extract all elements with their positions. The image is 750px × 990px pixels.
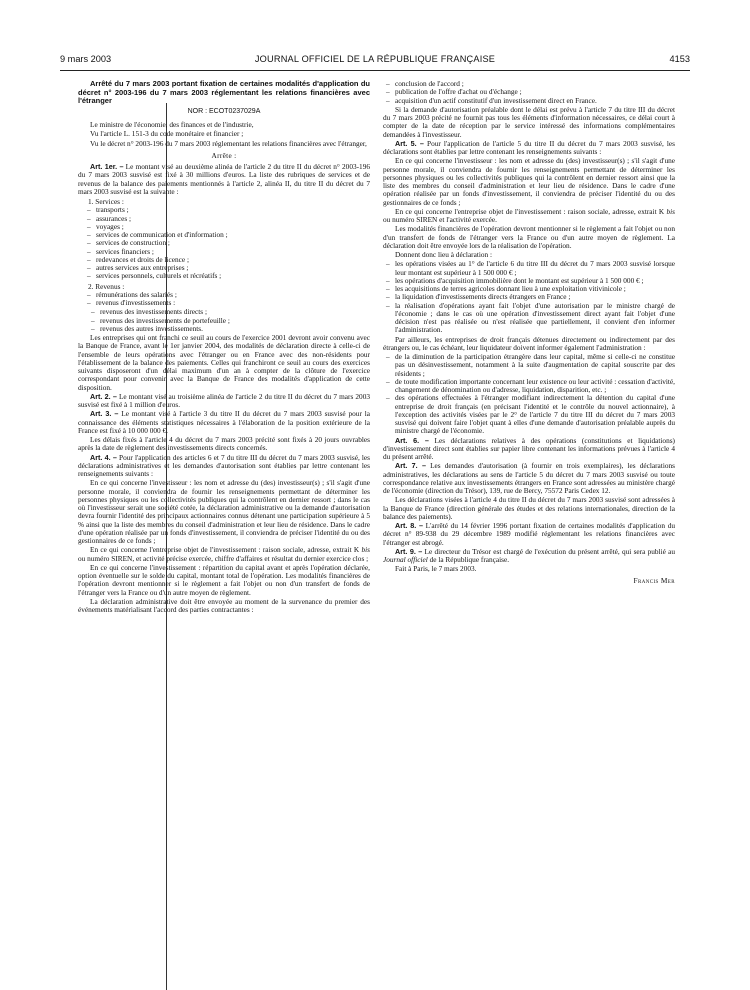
article-4-entreprise-a: En ce qui concerne l'entreprise objet de l'investissement : raison sociale, adresse, extrait K	[90, 545, 362, 555]
arrete-heading: Arrête :	[211, 150, 237, 160]
article-6	[383, 437, 675, 462]
left-column	[78, 80, 370, 615]
article-6-text: Les déclarations relatives à des opérations (constitutions et liquidations) d'investissement direct sont établies sur papier libre contenant les informations prévues à l'article 4 du présent arrêté.	[383, 435, 675, 461]
list-item: – la réalisation d'opérations ayant fait l'objet d'une autorisation par le ministre chargé de l'économie ; dans le cas où une opération d'investissement direct ayant fait l'objet d'une décision n'est pas réalisée ou n'est réalisée que partiellement, il convient d'en informer l'administration.	[383, 302, 675, 335]
article-2	[78, 393, 370, 410]
article-7	[383, 462, 675, 495]
declaration-list	[383, 260, 675, 334]
header-date: 9 mars 2003	[60, 54, 112, 64]
list-item: – acquisition d'un actif constitutif d'un investissement direct en France.	[383, 97, 675, 105]
list-item: – voyages ;	[78, 223, 370, 231]
list-item: – les opérations d'acquisition immobilière dont le montant est supérieur à 1 500 000 € ;	[383, 277, 675, 285]
article-5-entreprise-a: En ce qui concerne l'entreprise objet de l'investissement : raison sociale, adresse, extrait K	[395, 206, 667, 216]
article-3-text: Le montant visé à l'article 3 du titre II du décret du 7 mars 2003 susvisé pour la connaissance des éléments statistiques nécessaires à l'élaboration de la position extérieure de la France est fixé à 10 000 000 €.	[78, 409, 370, 435]
revenus-sub-list	[78, 308, 370, 333]
list-item: – revenus des autres investissements.	[78, 325, 370, 333]
article-7-label: Art. 7. –	[395, 461, 426, 471]
services-list	[78, 206, 370, 280]
article-3	[78, 410, 370, 435]
article-5-donnent: Donnent donc lieu à déclaration :	[395, 250, 493, 259]
intro-minister: Le ministre de l'économie, des finances et de l'industrie,	[90, 120, 254, 130]
article-1-label: Art. 1er. –	[90, 162, 124, 172]
article-9-label: Art. 9. –	[395, 546, 423, 556]
list-item: – conclusion de l'accord ;	[383, 80, 675, 88]
list-item: – redevances et droits de licence ;	[78, 256, 370, 264]
page-header	[60, 52, 690, 71]
list-item: – de toute modification importante concernant leur existence ou leur activité : cessation d'activité, changement de dénomination ou d'adresse, liquidation, disparition, etc. ;	[383, 378, 675, 395]
article-4-entreprise-b: ou numéro SIREN, et activité précise exercée, chiffre d'affaires et résultat du dernier exercice clos ;	[78, 553, 369, 563]
article-5-text: Pour l'application de l'article 5 du titre II du décret du 7 mars 2003 susvisé, les déclarations sont établies par lettre contenant les renseignements suivants :	[383, 138, 675, 156]
article-8	[383, 522, 675, 547]
header-page-number: 4153	[669, 54, 690, 64]
article-5-modalites: Les modalités financières de l'opération devront mentionner si le règlement a fait l'objet ou non d'un transfert de fonds de l'étranger vers la France ou d'un autre moyen de règlement. La déclaration doit être envoyée lors de la réalisation de l'opération.	[383, 224, 675, 250]
list-item: – services de communication et d'information ;	[78, 231, 370, 239]
list-item: – services financiers ;	[78, 248, 370, 256]
article-7-banque: Les déclarations visées à l'article 4 du titre II du décret du 7 mars 2003 susvisé sont adressées à la Banque de France (direction générale des études et des relations internationales, direction de la balance des paiements).	[383, 495, 675, 521]
article-5-label: Art. 5. –	[395, 138, 424, 148]
list-item: – publication de l'offre d'achat ou d'échange ;	[383, 88, 675, 96]
paragraph-entreprises: Les entreprises qui ont franchi ce seuil au cours de l'exercice 2001 devront avoir convenu avec la Banque de France, avant le 1er janvier 2004, des modalités de déclaration directe à celle-ci de l'ensemble de leurs opérations avec l'étranger ou en France avec des non-résidents pour l'établissement de la balance des paiements. Celles qui franchiront ce seuil au cours des exercices suivants disposeront d'un délai maximum d'un an à compter de la clôture de l'exercice correspondant pour convenir avec la Banque de France des modalités d'application de cette disposition.	[78, 333, 370, 392]
decree-title: Arrêté du 7 mars 2003 portant fixation de certaines modalités d'application du décret n° 2003-196 du 7 mars 2003 réglementant les relations financières avec l'étranger	[78, 79, 370, 106]
article-8-text: L'arrêté du 14 février 1996 portant fixation de certaines modalités d'application du décret n° 89-938 du 29 décembre 1989 modifié réglementant les relations financières avec l'étranger est abrogé.	[383, 521, 675, 547]
list-item: – de la diminution de la participation étrangère dans leur capital, même si celle-ci ne constitue pas un désinvestissement, notamment à la suite d'augmentation de capital souscrite par des résidents ;	[383, 353, 675, 378]
list-item: – les acquisitions de terres agricoles donnant lieu à une exploitation vitivinicole ;	[383, 285, 675, 293]
intro-vu-decret: Vu le décret n° 2003-196 du 7 mars 2003 réglementant les relations financières avec l'étranger,	[90, 138, 367, 148]
list-item: – services personnels, culturels et récréatifs ;	[78, 272, 370, 280]
list-item: – assurances ;	[78, 215, 370, 223]
paragraph-demande: Si la demande d'autorisation préalable dont le délai est prévu à l'article 7 du titre III du décret du 7 mars 2003 précité ne fournit pas tous les éléments d'information nécessaires, ce délai court à compter de la date de réception par le service intéressé des informations complémentaires demandées à l'investisseur.	[383, 104, 675, 139]
revenus-list	[78, 291, 370, 308]
article-1	[78, 163, 370, 196]
article-4-text: Pour l'application des articles 6 et 7 du titre III du décret du 7 mars 2003 susvisé, les déclarations administratives et les demandes d'autorisation sont établies par lettre contenant les renseignements suivants :	[78, 452, 370, 479]
article-4-bis: bis	[361, 545, 370, 555]
list-item: – rémunérations des salariés ;	[78, 291, 370, 299]
list-item: – revenus des investissements directs ;	[78, 308, 370, 316]
paragraph-ailleurs: Par ailleurs, les entreprises de droit français détenues directement ou indirectement par des étrangers ou, le cas échéant, leur liquidateur doivent informer également l'administration :	[383, 334, 675, 352]
signoff: Fait à Paris, le 7 mars 2003.	[395, 564, 477, 574]
list-item: – des opérations effectuées à l'étranger modifiant indirectement la détention du capital d'une entreprise de droit français (en précisant l'identité et le contrôle du nouvel actionnaire), à l'exception des activités visées par le 2° de l'article 7 du titre III du décret du 7 mars 2003 susvisé qui doivent faire l'objet quant à elles d'une demande d'autorisation préalable auprès du ministre chargé de l'économie.	[383, 394, 675, 435]
list-item: – autres services aux entreprises ;	[78, 264, 370, 272]
article-2-label: Art. 2. –	[90, 391, 117, 401]
article-7-text: Les demandes d'autorisation (à fournir en trois exemplaires), les déclarations administratives, les déclarations au sens de l'article 5 du décret du 7 mars 2003 susvisé ou toute correspondance relative aux investissements étrangers en France sont adressées au ministère chargé de l'économie (direction du Trésor), 139, rue de Bercy, 75572 Paris Cedex 12.	[383, 461, 675, 495]
services-heading: 1. Services :	[88, 197, 124, 207]
article-9-text-a: Le directeur du Trésor est chargé de l'exécution du présent arrêté, qui sera publié au	[422, 546, 675, 556]
header-journal-title: JOURNAL OFFICIEL DE LA RÉPUBLIQUE FRANÇAISE	[254, 54, 496, 64]
article-9-journal: Journal officiel	[383, 555, 428, 564]
article-4-investissement: En ce qui concerne l'investissement : répartition du capital avant et après l'opération déclarée, option éventuelle sur le solde du capital, montant total de l'opération. Les modalités financières de l'opération devront mentionner si le règlement a fait l'objet ou non d'un transfert de fonds de l'étranger vers la France ou d'un autre moyen de règlement.	[78, 562, 370, 597]
signature: Francis Mer	[633, 575, 675, 585]
list-item: – la liquidation d'investissements directs étrangers en France ;	[383, 293, 675, 301]
list-item: – revenus des investissements de portefeuille ;	[78, 317, 370, 325]
article-3-delais: Les délais fixés à l'article 4 du décret du 7 mars 2003 précité sont fixés à 20 jours ouvrables après la date de règlement des investissements directs concernés.	[78, 435, 370, 453]
article-9-text-b: de la République française.	[427, 555, 510, 564]
article-2-text: Le montant visé au troisième alinéa de l'article 2 du titre II du décret du 7 mars 2003 susvisé est fixé à 1 million d'euros.	[78, 391, 370, 410]
revenus-heading: 2. Revenus :	[88, 281, 125, 291]
nor-reference: NOR : ECOT0237029A	[187, 107, 261, 115]
article-5	[383, 140, 675, 157]
article-5-investisseur: En ce qui concerne l'investisseur : les nom et adresse du (des) investisseur(s) ; s'il s'agit d'une personne morale, il conviendra de fournir les renseignements permettant de déterminer les personnes physiques ou les collectivités publiques qui la contrôlent en dernier ressort ainsi que la liste des membres du conseil d'administration et leur lieu de résidence. Dans le cadre d'une opération réalisée par un fonds d'investissement, il conviendra de préciser l'identité du ou des gestionnaires de ce fonds ;	[383, 156, 675, 207]
intro-vu-article: Vu l'article L. 151-3 du code monétaire et financier ;	[90, 129, 244, 139]
article-6-label: Art. 6. –	[395, 435, 429, 445]
article-1-text: Le montant visé au deuxième alinéa de l'article 2 du titre II du décret n° 2003-196 du 7 mars 2003 susvisé est fixé à 30 millions d'euros. La liste des rubriques de services et de revenus de la balance des paiements mentionnés à l'article 2, alinéa II, du titre II du décret du 7 mars 2003 susvisé est la suivante :	[78, 162, 370, 196]
article-4-entreprise	[78, 546, 370, 563]
ailleurs-list	[383, 353, 675, 436]
list-item: – services de construction ;	[78, 239, 370, 247]
article-5-entreprise-b: ou numéro SIREN et l'activité exercée.	[383, 215, 497, 224]
list-item: – revenus d'investissements :	[78, 299, 370, 307]
article-5-bis: bis	[666, 206, 675, 216]
events-list	[383, 80, 675, 105]
article-4	[78, 454, 370, 479]
list-item: – les opérations visées au 1° de l'article 6 du titre III du décret du 7 mars 2003 susvisé lorsque leur montant est supérieur à 1 500 000 € ;	[383, 260, 675, 277]
article-3-label: Art. 3. –	[90, 409, 119, 419]
article-8-label: Art. 8. –	[395, 521, 424, 530]
list-item: – transports ;	[78, 206, 370, 214]
article-4-declaration: La déclaration administrative doit être envoyée au moment de la survenance du premier des événements matérialisant l'accord des parties contractantes :	[78, 596, 370, 615]
article-9	[383, 548, 675, 565]
article-4-investisseur: En ce qui concerne l'investisseur : les nom et adresse du (des) investisseur(s) ; s'il s'agit d'une personne morale, il conviendra de fournir les renseignements permettant de déterminer les personnes physiques ou les collectivités publiques qui la contrôlent en dernier ressort ; dans le cas où l'investisseur serait une société cotée, la déclaration administrative ou la demande d'autorisation devra fournir l'identité des principaux actionnaires connus détenant une participation supérieure à 5 % ainsi que la liste des membres du conseil d'administration et leur lieu de résidence. Dans le cadre d'une opération réalisée par un fonds d'investissement, il conviendra de préciser l'identité du ou des gestionnaires de ce fonds ;	[78, 478, 370, 546]
article-4-label: Art. 4. –	[90, 452, 117, 462]
article-5-entreprise	[383, 208, 675, 225]
right-column	[383, 80, 675, 585]
